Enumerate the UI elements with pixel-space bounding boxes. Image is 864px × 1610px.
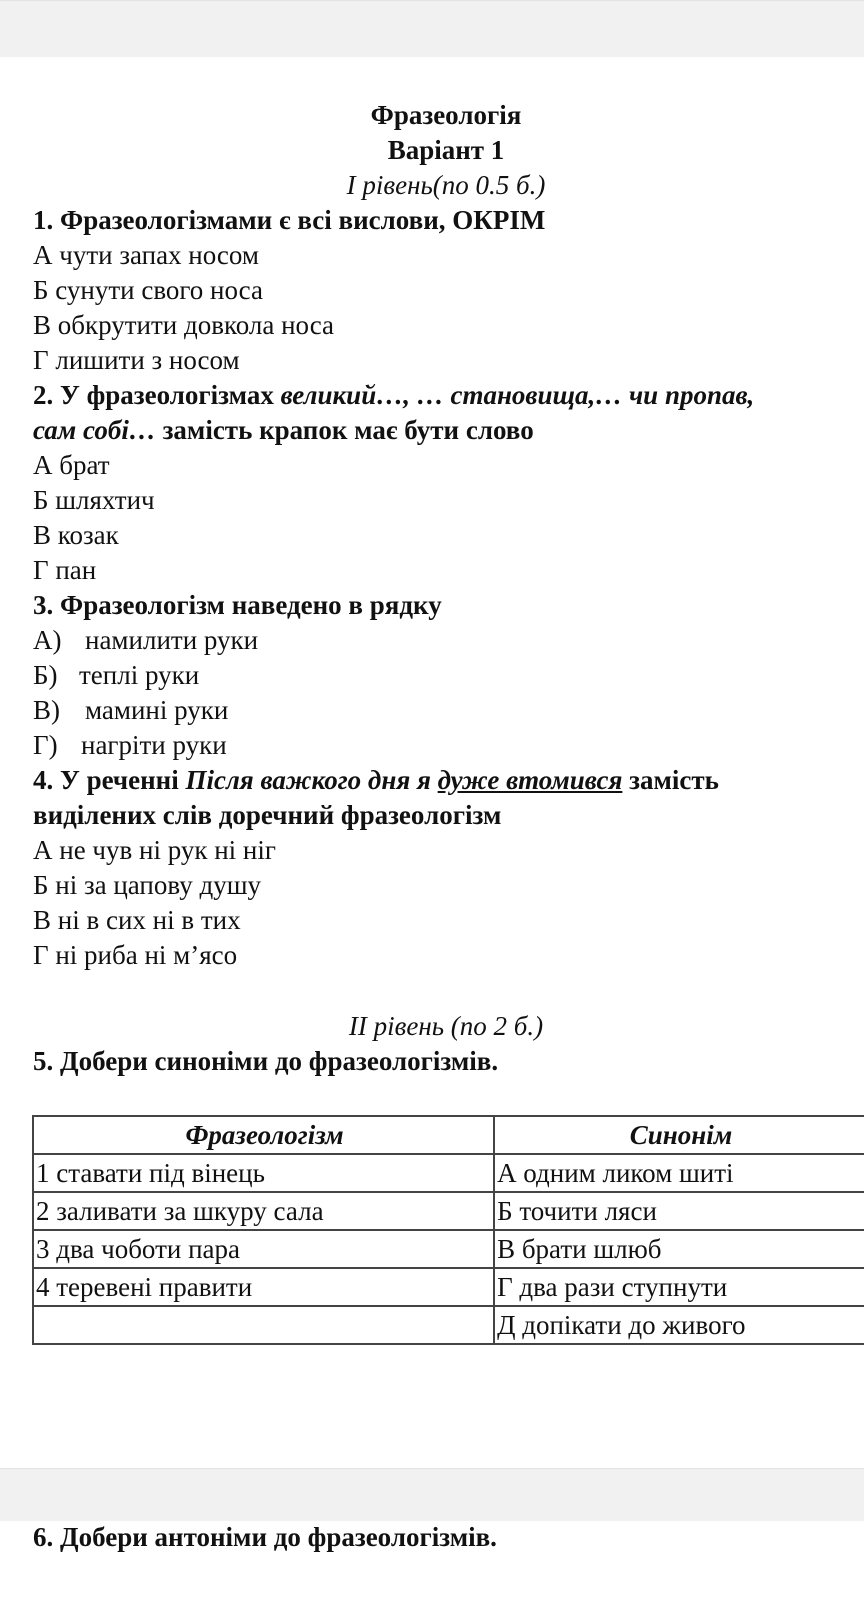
table-cell-phraseologism: 1 ставати під вінець [33,1154,494,1192]
viewer-top-band [0,0,864,58]
option-text: мамині руки [85,695,229,725]
question-4-option-d: Г ні риба ні м’ясо [33,940,238,970]
table-cell-synonym: Г два рази ступнути [494,1268,864,1306]
question-2-suffix: замість крапок має бути слово [155,415,534,445]
table-cell-phraseologism: 4 теревені правити [33,1268,494,1306]
level-1-heading: І рівень(по 0.5 б.) [346,170,546,200]
table-cell-synonym: В брати шлюб [494,1230,864,1268]
question-2-option-a: А брат [33,450,110,480]
question-3-option-d [33,728,864,763]
question-3-option-c [33,693,864,728]
level-2-heading: ІІ рівень (по 2 б.) [348,1011,544,1041]
question-2-option-d: Г пан [33,555,97,585]
question-3-option-b [33,658,864,693]
option-label: Б) [33,660,58,690]
question-6-title: 6. Добери антоніми до фразеологізмів. [33,1522,497,1552]
table-row [33,1192,864,1230]
question-4-suffix: замість [622,765,719,795]
table-cell-synonym: Б точити ляси [494,1192,864,1230]
question-2-option-b: Б шляхтич [33,485,155,515]
table-cell-synonym: Д допікати до живого [494,1306,864,1344]
table-row [33,1306,864,1344]
question-4-option-a: А не чув ні рук ні ніг [33,835,276,865]
question-4-option-b: Б ні за цапову душу [33,870,261,900]
question-1-option-a: А чути запах носом [33,240,259,270]
question-4-prefix: 4. У реченні [33,765,186,795]
table-header-row [33,1116,864,1154]
table-row [33,1268,864,1306]
question-2-prefix: 2. У фразеологізмах [33,380,281,410]
question-1-option-d: Г лишити з носом [33,345,240,375]
table-spacer [33,1079,864,1115]
table-row [33,1154,864,1192]
question-2-option-c: В козак [33,520,119,550]
table-cell-phraseologism: 2 заливати за шкуру сала [33,1192,494,1230]
question-4-title-line-2: виділених слів доречний фразеологізм [33,800,502,830]
question-4-sentence: Після важкого дня я [185,765,438,795]
question-1-title: 1. Фразеологізмами є всі вислови, ОКРІМ [33,205,546,235]
table-header-phraseologism: Фразеологізм [33,1116,494,1154]
document-page-1 [0,57,864,1468]
document-title: Фразеологія [370,100,522,130]
table-cell-phraseologism [33,1306,494,1344]
section-spacer [33,973,864,1009]
option-label: Г) [33,730,58,760]
synonyms-table [32,1115,864,1345]
option-label: А) [33,625,62,655]
question-3-option-a [33,623,864,658]
table-cell-synonym: А одним ликом шиті [494,1154,864,1192]
table-row [33,1230,864,1268]
question-3-title: 3. Фразеологізм наведено в рядку [33,590,442,620]
question-1-option-c: В обкрутити довкола носа [33,310,335,340]
question-4-highlighted-words: дуже втомився [437,765,623,795]
option-text: теплі руки [79,660,200,690]
question-2-italic-phrase-end: сам собі… [33,415,156,445]
question-4-option-c: В ні в сих ні в тих [33,905,241,935]
question-1-option-b: Б сунути свого носа [33,275,263,305]
option-label: В) [33,695,60,725]
question-4-title-line-1 [33,763,864,798]
page-content [33,98,864,1345]
table-header-synonym: Синонім [494,1116,864,1154]
table-cell-phraseologism: 3 два чоботи пара [33,1230,494,1268]
question-2-italic-phrases: великий…, … становища,… чи пропав, [280,380,755,410]
option-text: намилити руки [85,625,259,655]
question-5-title: 5. Добери синоніми до фразеологізмів. [33,1046,499,1076]
option-text: нагріти руки [81,730,227,760]
question-2-title-line-1 [33,378,864,413]
variant-title: Варіант 1 [387,135,505,165]
question-2-title-line-2 [33,413,864,448]
page-gap-band [0,1468,864,1522]
